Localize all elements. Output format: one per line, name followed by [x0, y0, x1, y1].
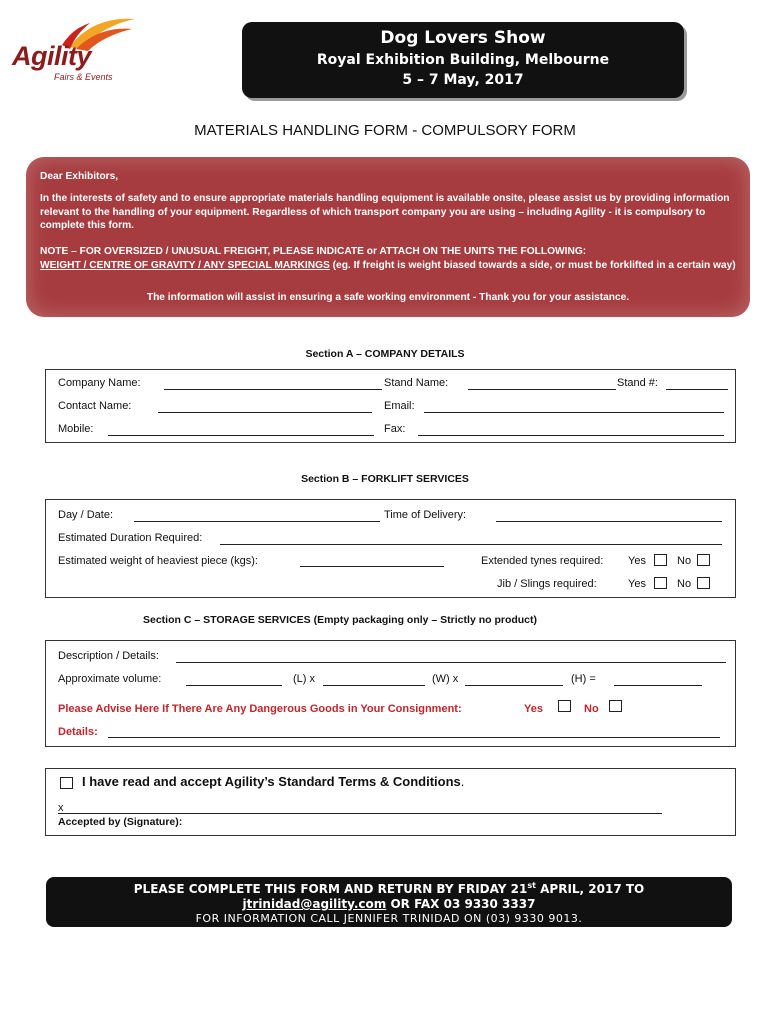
volume-width-field[interactable]	[323, 685, 425, 686]
length-unit-label: (L) x	[293, 673, 315, 685]
slings-label: Jib / Slings required:	[497, 578, 597, 590]
notice-underlined: WEIGHT / CENTRE OF GRAVITY / ANY SPECIAL MARKINGS	[40, 260, 330, 271]
form-title: MATERIALS HANDLING FORM - COMPULSORY FORM	[194, 122, 576, 139]
height-unit-label: (H) =	[571, 673, 596, 685]
terms-period: .	[460, 774, 465, 789]
deadline-ordinal: st	[527, 881, 536, 890]
notice-greeting: Dear Exhibitors,	[40, 171, 119, 182]
width-unit-label: (W) x	[432, 673, 459, 685]
return-contact	[46, 897, 732, 911]
time-delivery-label: Time of Delivery:	[384, 509, 467, 521]
dangerous-yes-checkbox[interactable]	[558, 700, 571, 712]
notice-paragraph: In the interests of safety and to ensure appropriate materials handling equipment is available onsite, please assist us by providing information relevant to the handling of your equipment. Regardless of which transport company you are using – including Agility - it is compulsory to complete this form.	[40, 193, 730, 231]
signature-field[interactable]	[58, 813, 662, 814]
dangerous-no-checkbox[interactable]	[609, 700, 622, 712]
slings-yes-label: Yes	[628, 578, 646, 590]
event-title: Dog Lovers Show	[380, 28, 546, 48]
terms-text-main: I have read and accept Agility’s Standard Terms & Conditions	[82, 774, 461, 789]
weight-label: Estimated weight of heaviest piece (kgs):	[58, 555, 258, 567]
notice-note-rest: (eg. If freight is weight biased towards a side, or must be forklifted in a certain way)	[329, 260, 736, 271]
mobile-field[interactable]	[108, 435, 374, 436]
description-field[interactable]	[176, 662, 726, 663]
details-field[interactable]	[108, 737, 720, 738]
accepted-by-label: Accepted by (Signature):	[58, 816, 183, 828]
volume-total-field[interactable]	[614, 685, 702, 686]
info-phone: FOR INFORMATION CALL JENNIFER TRINIDAD ON (03) 9330 9013.	[195, 912, 583, 925]
tynes-yes-checkbox[interactable]	[654, 554, 667, 566]
duration-label: Estimated Duration Required:	[58, 532, 203, 544]
deadline-text: PLEASE COMPLETE THIS FORM AND RETURN BY FRIDAY 21	[133, 882, 528, 896]
event-venue: Royal Exhibition Building, Melbourne	[316, 52, 610, 68]
section-a-box	[45, 369, 736, 443]
contact-name-field[interactable]	[158, 412, 372, 413]
contact-name-label: Contact Name:	[58, 400, 132, 412]
company-name-field[interactable]	[164, 389, 382, 390]
agility-logo	[10, 15, 140, 85]
fax-label: Fax:	[384, 423, 406, 435]
description-label: Description / Details:	[58, 650, 159, 662]
logo-tagline: Fairs & Events	[54, 72, 113, 82]
email-label: Email:	[384, 400, 415, 412]
stand-number-label: Stand #:	[617, 377, 658, 389]
notice-note-detail	[40, 259, 736, 273]
return-instructions	[46, 877, 732, 927]
return-email-link[interactable]: jtrinidad@agility.com	[242, 897, 387, 911]
volume-height-field[interactable]	[465, 685, 563, 686]
details-label: Details:	[58, 726, 98, 738]
email-field[interactable]	[424, 412, 724, 413]
volume-length-field[interactable]	[186, 685, 282, 686]
section-c-title: Section C – STORAGE SERVICES (Empty packaging only – Strictly no product)	[143, 614, 538, 626]
stand-number-field[interactable]	[666, 389, 728, 390]
fax-field[interactable]	[418, 435, 724, 436]
logo-wordmark: Agility	[12, 41, 92, 71]
section-b-title: Section B – FORKLIFT SERVICES	[301, 473, 469, 485]
section-c-box	[45, 640, 736, 747]
day-date-label: Day / Date:	[58, 509, 114, 521]
dangerous-goods-label: Please Advise Here If There Are Any Dangerous Goods in Your Consignment:	[58, 703, 462, 715]
dangerous-yes-label: Yes	[524, 703, 543, 715]
mobile-label: Mobile:	[58, 423, 94, 435]
terms-checkbox[interactable]	[60, 777, 73, 789]
section-b-box	[45, 499, 736, 598]
slings-no-checkbox[interactable]	[697, 577, 710, 589]
tynes-yes-label: Yes	[628, 555, 646, 567]
tynes-no-label: No	[677, 555, 692, 567]
terms-box	[45, 768, 736, 836]
tynes-no-checkbox[interactable]	[697, 554, 710, 566]
tynes-label: Extended tynes required:	[481, 555, 604, 567]
volume-label: Approximate volume:	[58, 673, 162, 685]
stand-name-field[interactable]	[468, 389, 616, 390]
exhibitor-notice	[26, 157, 750, 317]
dangerous-no-label: No	[584, 703, 599, 715]
company-name-label: Company Name:	[58, 377, 141, 389]
terms-text	[82, 774, 464, 789]
event-dates: 5 – 7 May, 2017	[402, 72, 524, 88]
return-fax: OR FAX 03 9330 3337	[386, 897, 536, 911]
time-delivery-field[interactable]	[496, 521, 722, 522]
signature-x: x	[58, 802, 64, 814]
return-deadline	[46, 881, 732, 896]
notice-info: The information will assist in ensuring a safe working environment - Thank you for your assistance.	[146, 292, 630, 303]
section-a-title: Section A – COMPANY DETAILS	[305, 348, 465, 360]
slings-no-label: No	[677, 578, 692, 590]
event-header	[242, 22, 684, 98]
weight-field[interactable]	[300, 566, 444, 567]
notice-note: NOTE – FOR OVERSIZED / UNUSUAL FREIGHT, PLEASE INDICATE or ATTACH ON THE UNITS THE FOLLOWING:	[40, 246, 587, 257]
stand-name-label: Stand Name:	[384, 377, 449, 389]
deadline-text-end: APRIL, 2017 TO	[535, 882, 645, 896]
slings-yes-checkbox[interactable]	[654, 577, 667, 589]
duration-field[interactable]	[220, 544, 722, 545]
day-date-field[interactable]	[134, 521, 380, 522]
